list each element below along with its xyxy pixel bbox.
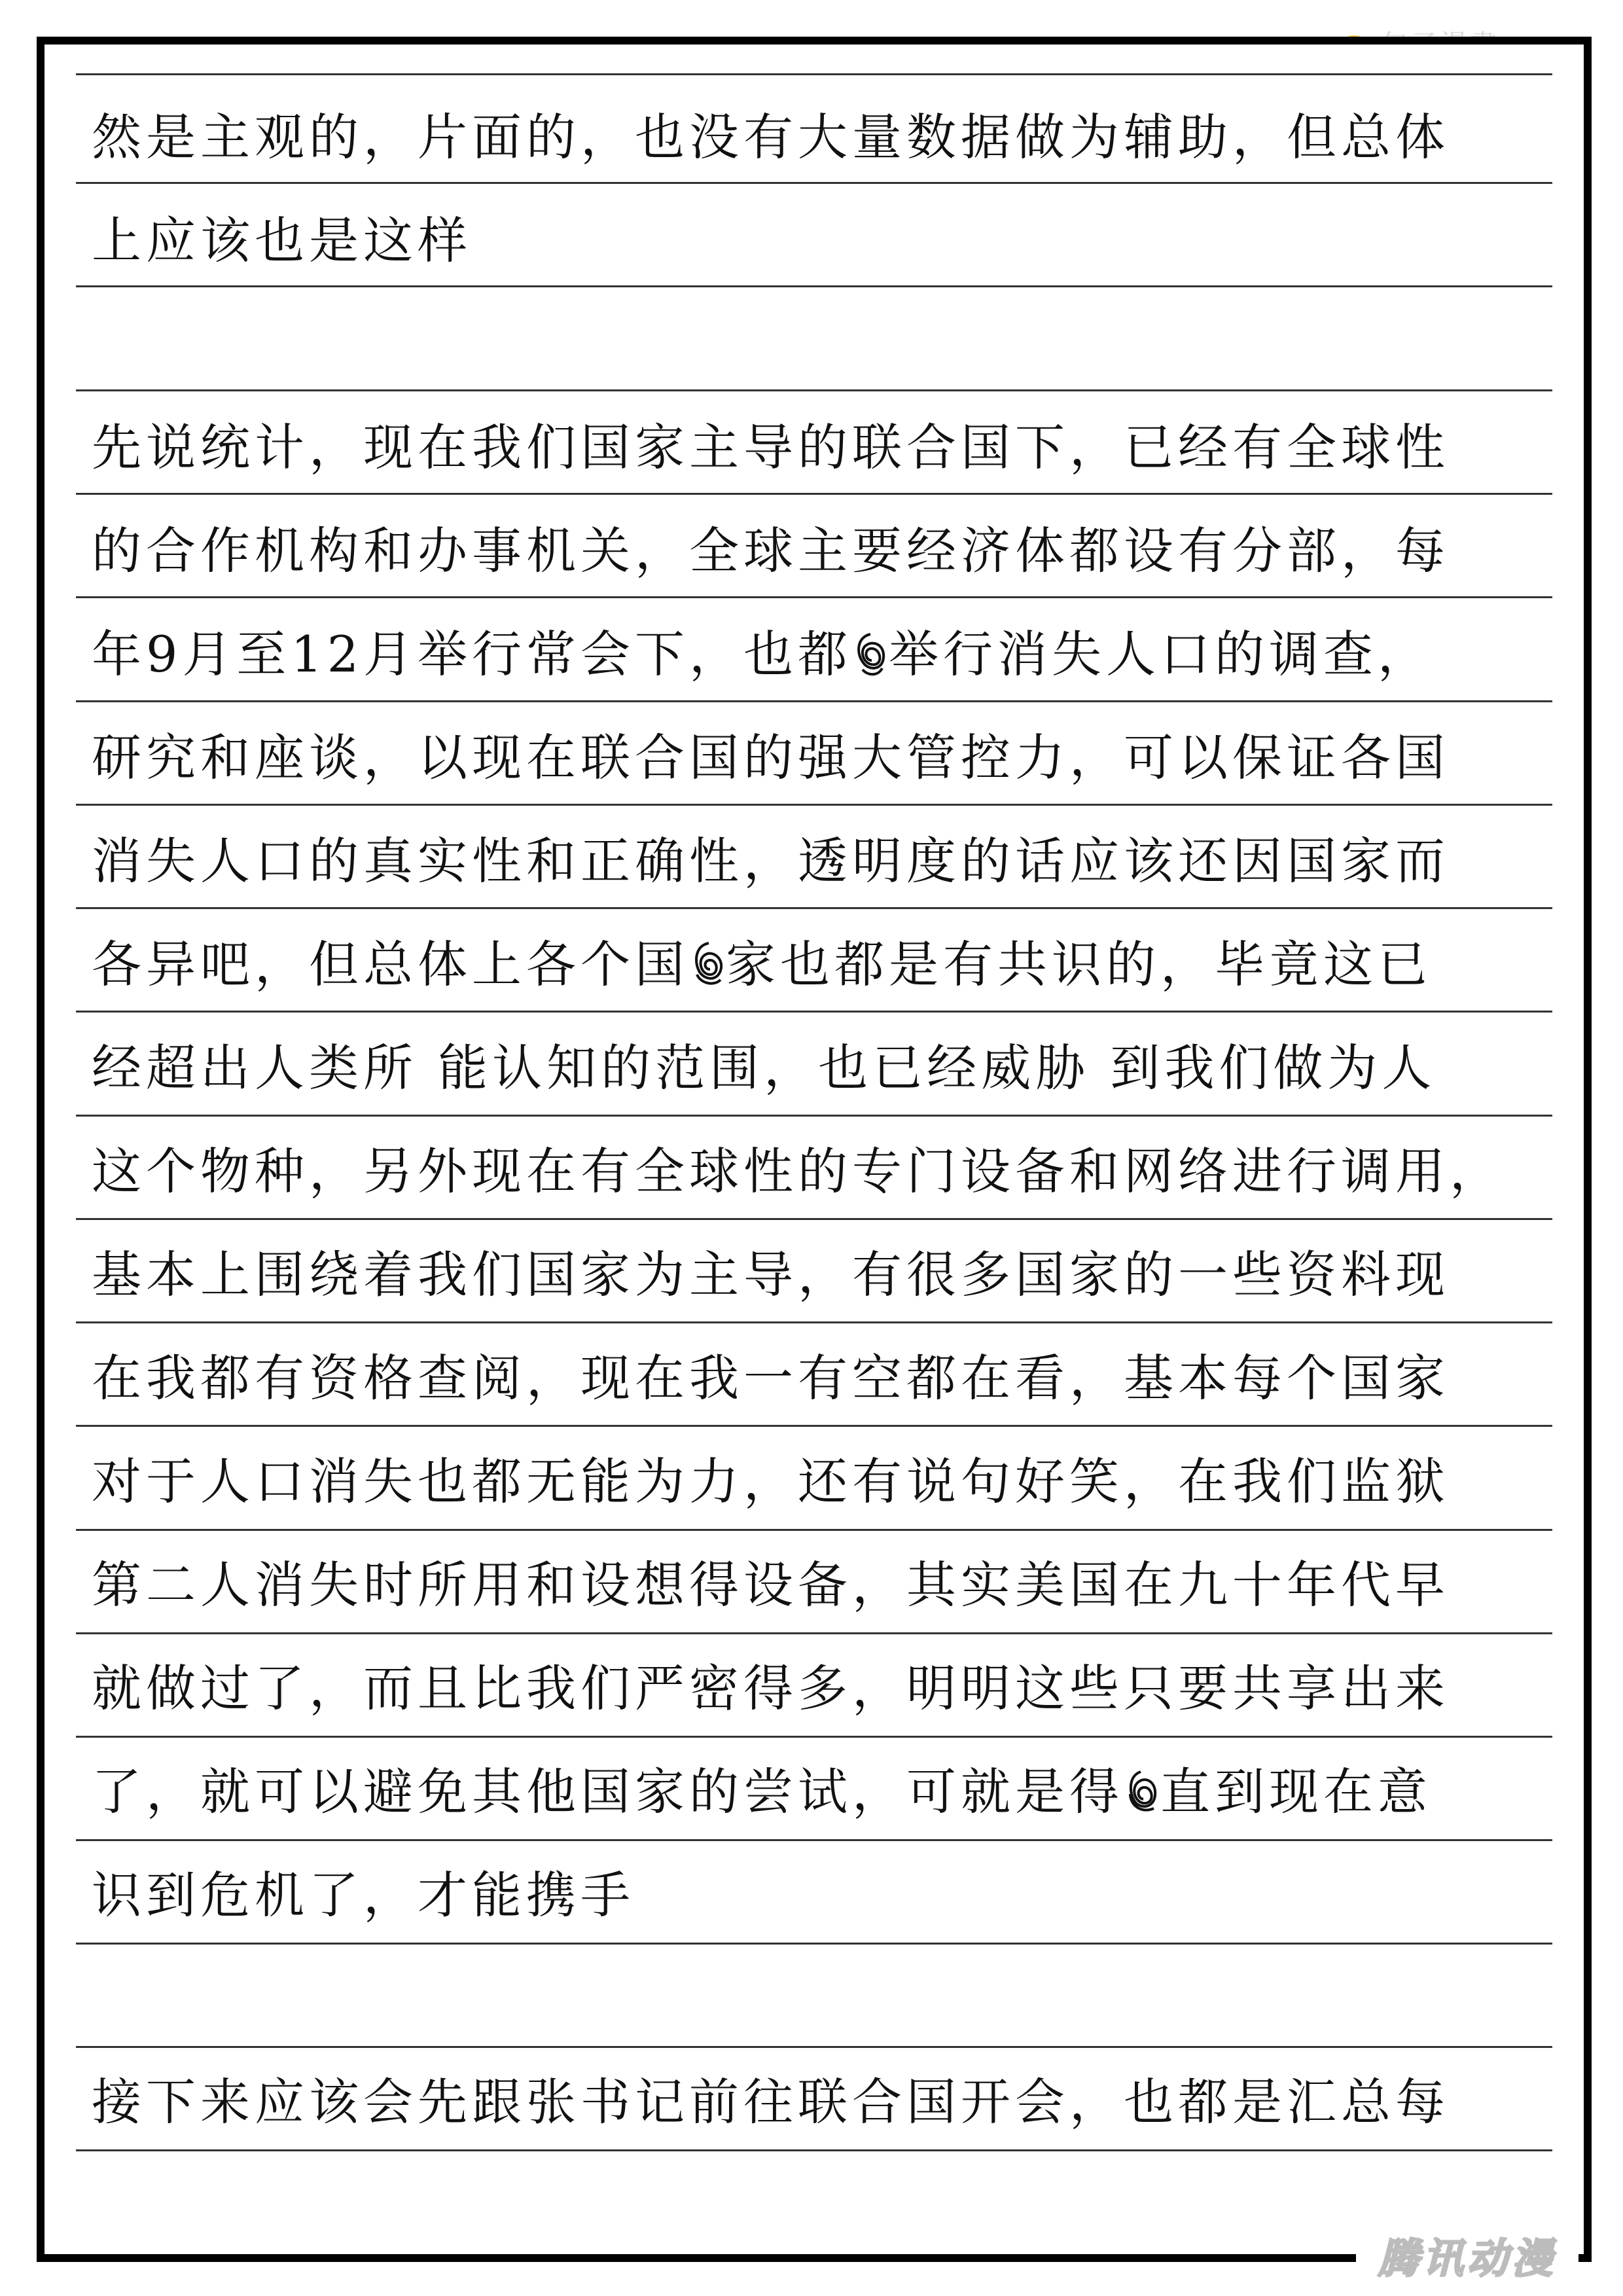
text-line: 上应该也是这样 [92, 211, 472, 270]
text-line: 基本上围绕着我们国家为主导，有很多国家的一些资料现 [92, 1246, 1450, 1304]
watermark-bottom-text: 腾讯动漫 [1378, 2234, 1556, 2282]
scribble-out-mark [1125, 1768, 1159, 1816]
text-line-with-scribble [92, 1746, 1558, 1838]
text-line-with-scribble [92, 609, 1558, 700]
text-line [92, 1953, 1558, 2045]
scribble-out-mark [853, 630, 887, 679]
text-line: 对于人口消失也都无能为力，还有说句好笑，在我们监狱 [92, 1452, 1450, 1511]
text-line [92, 298, 1558, 390]
text-line: 研究和座谈，以现在联合国的强大管控力，可以保证各国 [92, 728, 1450, 787]
text-line: 这个物种，另外现在有全球性的专门设备和网络进行调用， [92, 1142, 1504, 1200]
text-line: 先说统计，现在我们国家主导的联合国下，已经有全球性 [92, 418, 1450, 476]
text-line: 识到危机了，才能携手 [92, 1866, 635, 1924]
notebook-page [37, 37, 1592, 2262]
text-segment: 各异吧，但总体上各个国 [92, 935, 689, 994]
text-segment: 了，就可以避免其他国家的尝试，可就是得 [92, 1763, 1124, 1821]
handwritten-text [92, 45, 1558, 2254]
text-segment: 家也都是有共识的，毕竟这已 [726, 935, 1432, 994]
text-line: 就做过了，而且比我们严密得多，明明这些只要共享出来 [92, 1659, 1450, 1717]
text-line: 消失人口的真实性和正确性，透明度的话应该还因国家而 [92, 832, 1450, 890]
text-segment: 直到现在意 [1160, 1763, 1432, 1821]
text-line: 经超出人类所 能认知的范围，也已经威胁 到我们做为人 [92, 1039, 1436, 1097]
scribble-out-mark [690, 941, 724, 989]
text-line-with-scribble [92, 919, 1558, 1011]
tencent-comics-watermark [1356, 2225, 1578, 2284]
text-line: 第二人消失时所用和设想得设备，其实美国在九十年代早 [92, 1556, 1450, 1614]
text-line: 然是主观的，片面的，也没有大量数据做为辅助，但总体 [92, 108, 1450, 166]
text-segment: 年9月至12月举行常会下，也都 [92, 625, 853, 683]
text-line: 接下来应该会先跟张书记前往联合国开会，也都是汇总每 [92, 2073, 1450, 2131]
text-line: 在我都有资格查阅，现在我一有空都在看，基本每个国家 [92, 1349, 1450, 1407]
text-segment: 举行消失人口的调查， [889, 625, 1433, 683]
text-line: 的合作机构和办事机关，全球主要经济体都设有分部，每 [92, 522, 1450, 580]
